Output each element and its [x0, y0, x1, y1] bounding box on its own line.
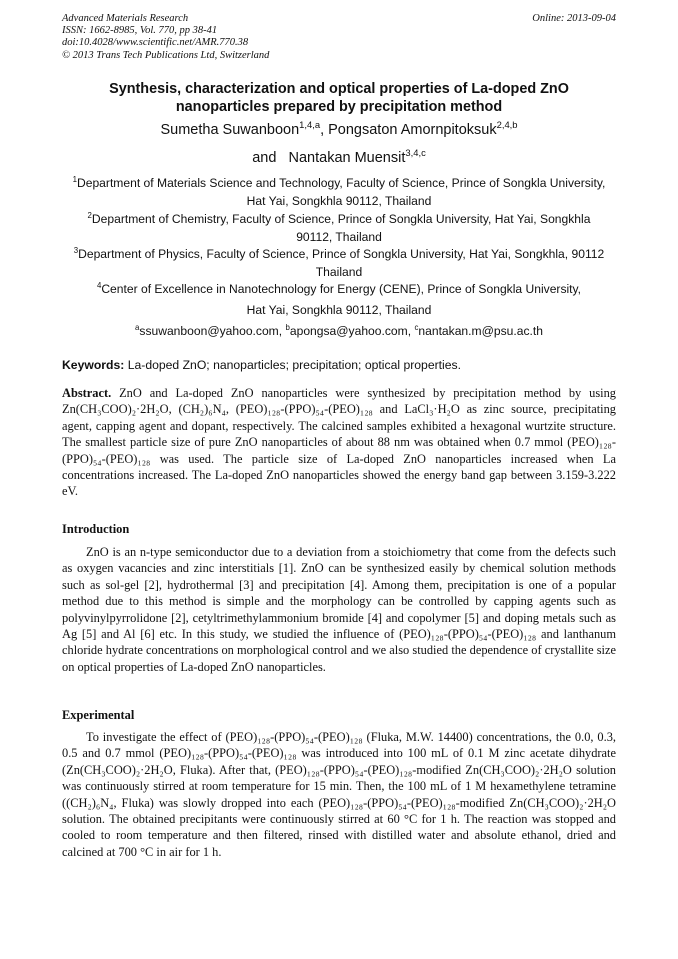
affiliation-text: Department of Chemistry, Faculty of Science, Prince of Songkla University, Hat Yai, Songkhla 90112, Thailand — [91, 212, 591, 244]
paper-title: Synthesis, characterization and optical properties of La-doped ZnO nanoparticles prepared by precipitation method — [109, 81, 569, 115]
email-mark: c — [414, 322, 419, 332]
affiliation-1 — [72, 175, 606, 211]
author-affiliation-mark: 2,4,b — [496, 119, 518, 131]
affiliation-number: 2 — [87, 210, 92, 220]
abstract-label: Abstract. — [62, 386, 112, 400]
page-header — [62, 13, 616, 62]
email-line: $^a$ssuwanboon@yahoo.com, $^b$apongsa@yahoo.com, $^c$nantakan.m@psu.ac.th — [135, 322, 543, 338]
author-name: Pongsaton Amornpitoksuk — [328, 122, 497, 138]
author-affiliation-mark: 1,4,a — [299, 119, 321, 131]
keywords-text: La-doped ZnO; nanoparticles; precipitation; optical properties. — [127, 358, 462, 372]
affiliation-text: Department of Physics, Faculty of Science, Prince of Songkla University, Hat Yai, Songkhla, 90112 Thailand — [78, 247, 605, 279]
affiliation-text: Hat Yai, Songkhla 90112, Thailand — [246, 303, 432, 317]
affiliation-number: 4 — [96, 280, 102, 290]
author-line-2 — [62, 147, 616, 166]
author-name: Sumetha Suwanboon — [160, 122, 300, 138]
affiliation-text: Department of Materials Science and Technology, Faculty of Science, Prince of Songkla University, Hat Yai, Songkhla 90112, Thailand — [77, 176, 606, 208]
email-c[interactable]: nantakan.m@psu.ac.th — [418, 324, 543, 338]
online-date: Online: 2013-09-04 — [532, 13, 616, 24]
issn-line: ISSN: 1662-8985, Vol. 770, pp 38-41 — [62, 25, 218, 37]
affiliation-text: Center of Excellence in Nanotechnology for Energy (CENE), Prince of Songkla University, — [101, 282, 582, 296]
author-affiliation-mark: 3,4,c — [405, 147, 426, 159]
affiliation-2 — [72, 211, 606, 247]
email-mark: a — [135, 322, 140, 332]
abstract — [62, 385, 616, 500]
author-conjunction: and — [252, 150, 277, 166]
journal-name: Advanced Materials Research — [62, 13, 189, 24]
email-a[interactable]: ssuwanboon@yahoo.com — [139, 324, 279, 338]
affiliation-number: 3 — [73, 245, 79, 255]
affiliation-4-cont — [72, 302, 606, 320]
affiliation-4 — [72, 281, 606, 299]
doi-line: doi:10.4028/www.scientific.net/AMR.770.38 — [62, 37, 249, 49]
keywords-label: Keywords: — [62, 358, 125, 372]
email-mark: b — [285, 322, 290, 332]
affiliation-number: 1 — [72, 174, 77, 184]
section-heading-experimental: Experimental — [62, 708, 135, 722]
copyright-line: © 2013 Trans Tech Publications Ltd, Switzerland — [62, 49, 270, 61]
section-heading-introduction: Introduction — [62, 522, 130, 536]
abstract-text: ZnO and La-doped ZnO nanoparticles were synthesized by precipitation method by using Zn(CH₃COO)₂·2H₂O, (CH₂)₆N₄, (PEO)₁₂₈-(PPO)₅₄-(PEO)₁₂₈ and LaCl₃·H₂O as zinc source, precipitating agent, capping agent and dopant, respectively. The calcined samples exhibited a hexagonal wurtzite structure. The smallest particle size of pure ZnO nanoparticles of about 88 nm was obtained when 0.7 mmol (PEO)₁₂₈-(PPO)₅₄-(PEO)₁₂₈ was used. The particle size of La-doped ZnO nanoparticles increased when La concentrations increased. The La-doped ZnO nanoparticles showed the energy band gap between 3.159-3.222 eV. — [62, 386, 616, 499]
affiliation-3 — [72, 246, 606, 282]
author-name: Nantakan Muensit — [288, 150, 406, 166]
keywords — [62, 358, 616, 372]
experimental-paragraph: To investigate the effect of (PEO)₁₂₈-(PPO)₅₄-(PEO)₁₂₈ (Fluka, M.W. 14400) concentrations, the 0.0, 0.3, 0.5 and 0.7 mmol (PEO)₁₂₈-(PPO)₅₄-(PEO)₁₂₈ was introduced into 100 mL of 0.1 M zinc acetate dihydrate (Zn(CH₃COO)₂·2H₂O, Fluka). After that, (PEO)₁₂₈-(PPO)₅₄-(PEO)₁₂₈-modified Zn(CH₃COO)₂·2H₂O solution was continuously stirred at room temperature for 15 min. Then, the 100 mL of 1 M hexamethylene tetramine ((CH₂)₆N₄, Fluka) was slowly dropped into each (PEO)₁₂₈-(PPO)₅₄-(PEO)₁₂₈-modified Zn(CH₃COO)₂·2H₂O solution. The obtained precipitants were continuously stirred at 60 °C for 1 h. The reaction was stopped and cooled to room temperature and then filtered, rinsed with distilled water and absolute ethanol, dried and calcined at 700 °C in air for 1 h. — [62, 730, 616, 859]
introduction-paragraph: ZnO is an n-type semiconductor due to a deviation from a stoichiometry that come from the defects such as oxygen vacancies and zinc interstitials [1]. ZnO can be synthesized easily by chemical solution methods such as sol-gel [2], hydrothermal [3] and precipitation [4]. Among them, precipitation is one of a popular method due to this method is simple and the morphology can be controlled by capping agents such as polyvinylpyrrolidone [2], cetyltrimethylammonium bromide [4] and copolymer [5] and doping metals such as Ag [5] and Al [6] etc. In this study, we studied the influence of (PEO)₁₂₈-(PPO)₅₄-(PEO)₁₂₈ and lanthanum chloride hydrate concentrations on morphological control and we also studied the dependence of crystallite size on optical properties of La-doped ZnO nanoparticles. — [62, 545, 616, 674]
email-b[interactable]: apongsa@yahoo.com — [289, 324, 408, 338]
author-line-1: Sumetha Suwanboon$^{1,4,a}$, Pongsaton Amornpitoksuk$^{2,4,b}$ — [160, 119, 518, 138]
